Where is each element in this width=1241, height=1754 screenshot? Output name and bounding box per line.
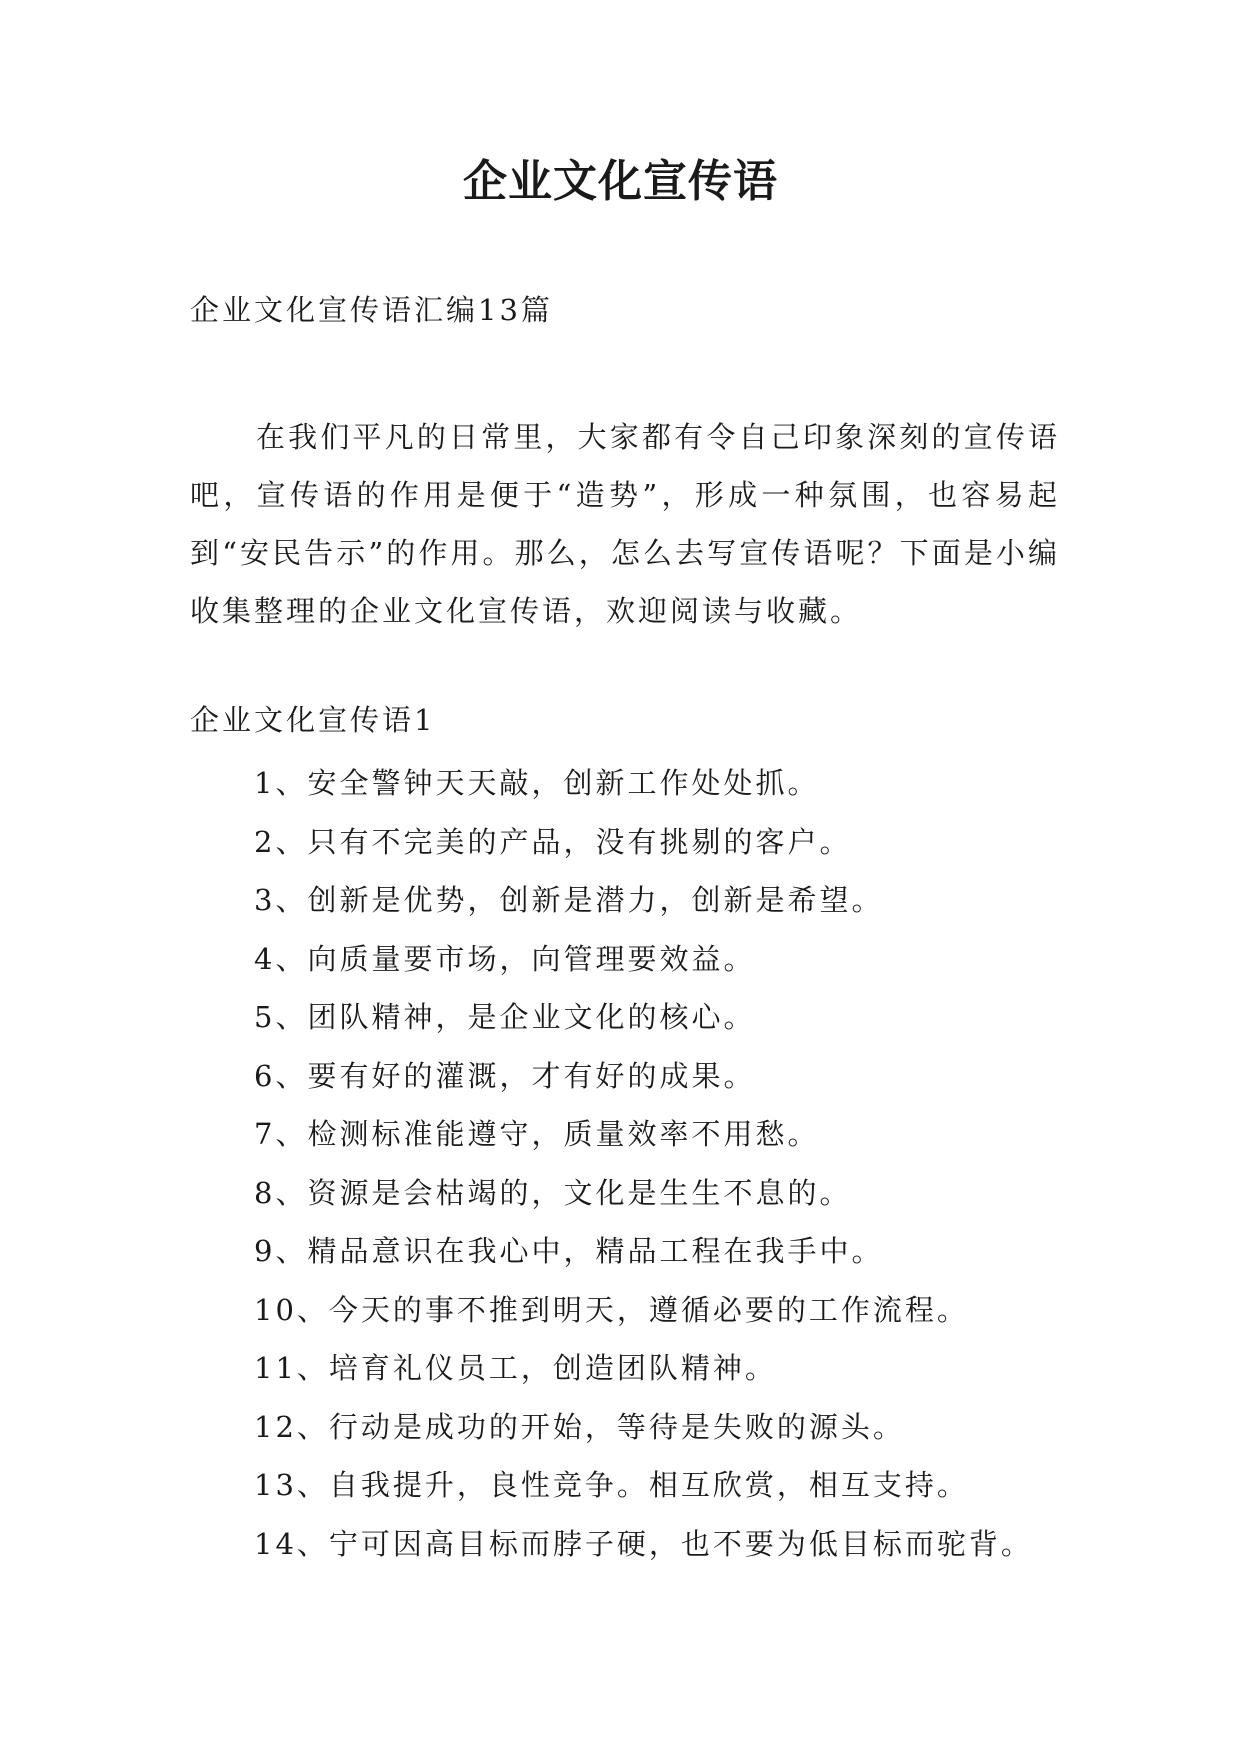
slogan-item: 13、自我提升，良性竞争。相互欣赏，相互支持。 [254, 1468, 969, 1502]
slogan-item: 8、资源是会枯竭的，文化是生生不息的。 [254, 1175, 852, 1210]
slogan-item: 5、团队精神，是企业文化的核心。 [254, 1000, 756, 1034]
document-subtitle: 企业文化宣传语汇编13篇 [190, 293, 553, 327]
slogan-item: 9、精品意识在我心中，精品工程在我手中。 [254, 1234, 884, 1268]
slogan-list [254, 754, 1033, 1573]
slogan-item: 1、安全警钟天天敲，创新工作处处抓。 [254, 766, 820, 800]
slogan-item: 10、今天的事不推到明天，遵循必要的工作流程。 [254, 1292, 969, 1327]
slogan-item: 4、向质量要市场，向管理要效益。 [254, 941, 756, 976]
slogan-item: 14、宁可因高目标而脖子硬，也不要为低目标而驼背。 [254, 1526, 1033, 1561]
slogan-item: 11、培育礼仪员工，创造团队精神。 [254, 1351, 777, 1385]
slogan-item: 2、只有不完美的产品，没有挑剔的客户。 [254, 824, 852, 859]
slogan-item: 3、创新是优势，创新是潜力，创新是希望。 [254, 883, 884, 917]
slogan-item: 12、行动是成功的开始，等待是失败的源头。 [254, 1409, 905, 1444]
slogan-item: 7、检测标准能遵守，质量效率不用愁。 [254, 1117, 820, 1151]
intro-paragraph: 在我们平凡的日常里，大家都有令自己印象深刻的宣传语吧，宣传语的作用是便于“造势”，形成一种氛围，也容易起到“安民告示”的作用。那么，怎么去写宣传语呢？下面是小编收集整理的企业文化宣传语，欢迎阅读与收藏。 [190, 420, 1060, 628]
document-title: 企业文化宣传语 [463, 156, 778, 207]
section-heading: 企业文化宣传语1 [190, 703, 436, 737]
slogan-item: 6、要有好的灌溉，才有好的成果。 [254, 1058, 756, 1093]
